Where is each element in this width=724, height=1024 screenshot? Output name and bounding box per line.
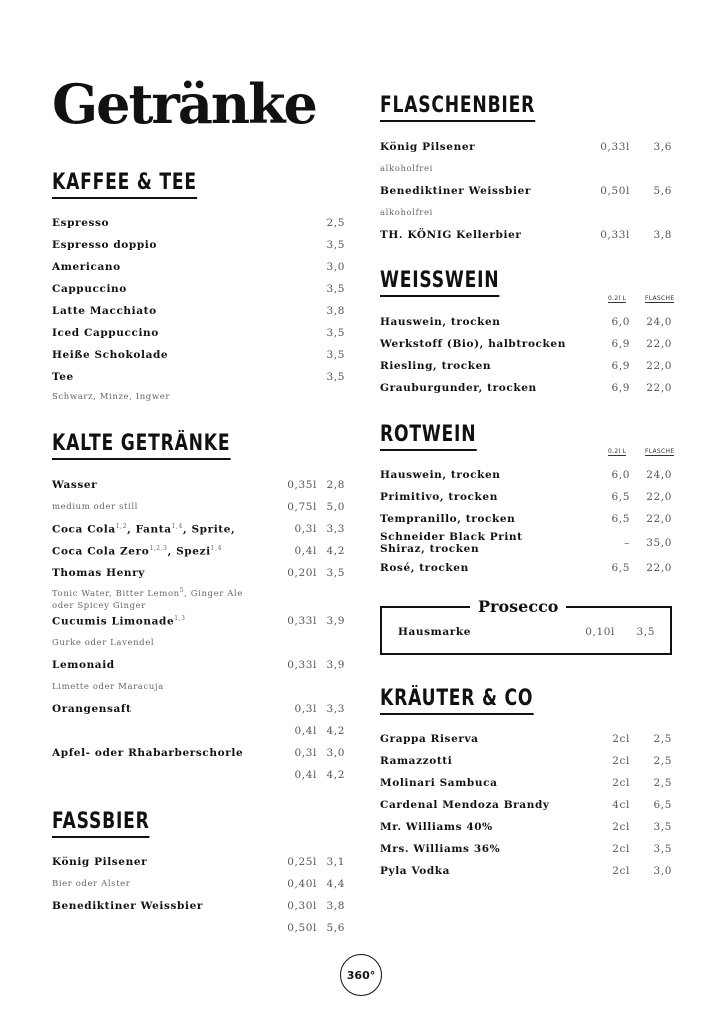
item-volume: 0,35l (287, 479, 317, 491)
item-glass-price: 6,5 (611, 513, 630, 525)
section-heading-fass: FASSBIER (52, 809, 150, 838)
item-price: 3,5 (326, 283, 345, 295)
item-name: Latte Macchiato (52, 305, 157, 317)
item-price: 3,5 (326, 567, 345, 579)
item-name: Tee (52, 371, 74, 383)
item-bottle-price: 22,0 (646, 513, 672, 525)
item-volume: 0,33l (287, 615, 317, 627)
column-header-glass: 0,2l L (608, 448, 627, 455)
item-bottle-price: 22,0 (646, 382, 672, 394)
item-name: Wasser (52, 479, 98, 491)
item-volume: 0,33l (600, 229, 630, 241)
column-header-glass: 0,2l L (608, 295, 627, 302)
item-volume: 0,10l (585, 626, 615, 638)
item-price: 3,8 (326, 305, 345, 317)
section-heading-kraeuter: KRÄUTER & CO (380, 686, 533, 715)
item-name: Coca Cola Zero$^{1,2,3}$, Spezi$^{1,4}$ (52, 545, 223, 558)
item-name: Espresso (52, 217, 110, 229)
item-price: 3,9 (326, 659, 345, 671)
item-price: 5,0 (326, 501, 345, 513)
item-volume: 0,40l (287, 878, 317, 890)
section-heading-weiss: WEISSWEIN (380, 268, 499, 297)
item-name: Mrs. Williams 36% (380, 843, 501, 855)
item-volume: 0,4l (294, 725, 317, 737)
item-volume: 0,3l (294, 703, 317, 715)
item-name: Lemonaid (52, 659, 115, 671)
item-bottle-price: 22,0 (646, 360, 672, 372)
item-price: 2,5 (653, 733, 672, 745)
item-price: 4,2 (326, 545, 345, 557)
item-price: 3,5 (326, 239, 345, 251)
item-price: 3,3 (326, 703, 345, 715)
item-name: Apfel- oder Rhabarberschorle (52, 747, 244, 759)
item-name: Cappuccino (52, 283, 127, 295)
item-glass-price: 6,0 (611, 469, 630, 481)
item-volume: 0,3l (294, 747, 317, 759)
item-name: Cucumis Limonade$^{1,3}$ (52, 615, 186, 628)
item-bottle-price: 35,0 (646, 537, 672, 549)
item-price: 2,5 (653, 777, 672, 789)
item-name: Hausmarke (398, 626, 472, 638)
item-price: 3,1 (326, 856, 345, 868)
item-price: 3,5 (653, 843, 672, 855)
item-price: 3,5 (326, 327, 345, 339)
item-name: Iced Cappuccino (52, 327, 159, 339)
item-name: Schneider Black Print Shiraz, trocken (380, 531, 523, 555)
item-price: 3,8 (326, 900, 345, 912)
item-note: medium oder still (52, 502, 138, 512)
item-price: 3,5 (326, 349, 345, 361)
item-name: Heiße Schokolade (52, 349, 169, 361)
tee-note: Schwarz, Minze, Ingwer (52, 392, 170, 402)
item-name: Cardenal Mendoza Brandy (380, 799, 550, 811)
item-glass-price: 6,9 (611, 338, 630, 350)
item-glass-price: 6,5 (611, 491, 630, 503)
item-price: 5,6 (326, 922, 345, 934)
item-name: Mr. Williams 40% (380, 821, 493, 833)
item-volume: 0,20l (287, 567, 317, 579)
section-heading-flaschen: FLASCHENBIER (380, 93, 535, 122)
item-name: Thomas Henry (52, 567, 145, 579)
item-note: Gurke oder Lavendel (52, 638, 155, 648)
item-volume: 0,25l (287, 856, 317, 868)
item-name: Werkstoff (Bio), halbtrocken (380, 338, 566, 350)
item-name: Grappa Riserva (380, 733, 479, 745)
section-heading-kalt: KALTE GETRÄNKE (52, 431, 230, 460)
item-name: TH. KÖNIG Kellerbier (380, 229, 522, 241)
item-price: 3,9 (326, 615, 345, 627)
item-volume: 2cl (612, 777, 630, 789)
item-name: Benediktiner Weissbier (52, 900, 203, 912)
item-price: 3,3 (326, 523, 345, 535)
item-volume: 0,3l (294, 523, 317, 535)
item-price: 4,4 (326, 878, 345, 890)
item-volume: 2cl (612, 865, 630, 877)
item-name: Pyla Vodka (380, 865, 451, 877)
item-glass-price: 6,9 (611, 360, 630, 372)
item-glass-price: 6,0 (611, 316, 630, 328)
item-name: Grauburgunder, trocken (380, 382, 537, 394)
item-volume: 0,75l (287, 501, 317, 513)
item-price: 4,2 (326, 725, 345, 737)
item-price: 3,8 (653, 229, 672, 241)
item-volume: 4cl (612, 799, 630, 811)
item-name: Primitivo, trocken (380, 491, 498, 503)
item-name: Espresso doppio (52, 239, 157, 251)
item-name: König Pilsener (52, 856, 148, 868)
item-glass-price: 6,5 (611, 562, 630, 574)
item-note: Tonic Water, Bitter Lemon$^5$, Ginger Ale oder Spicey Ginger (52, 587, 243, 611)
item-volume: 2cl (612, 733, 630, 745)
item-price: 3,0 (326, 261, 345, 273)
item-bottle-price: 24,0 (646, 316, 672, 328)
item-volume: 2cl (612, 821, 630, 833)
item-volume: 0,30l (287, 900, 317, 912)
column-header-bottle: FLASCHE (645, 448, 675, 455)
item-name: Hauswein, trocken (380, 469, 501, 481)
item-name: Rosé, trocken (380, 562, 469, 574)
item-note: Limette oder Maracuja (52, 682, 164, 692)
column-header-bottle: FLASCHE (645, 295, 675, 302)
item-name: Coca Cola$^{1,2}$, Fanta$^{1,4}$, Sprite, (52, 523, 236, 536)
item-name: Molinari Sambuca (380, 777, 498, 789)
item-volume: 0,50l (287, 922, 317, 934)
item-glass-price: – (624, 537, 630, 549)
item-name: Americano (52, 261, 121, 273)
item-bottle-price: 22,0 (646, 491, 672, 503)
item-bottle-price: 22,0 (646, 562, 672, 574)
item-bottle-price: 24,0 (646, 469, 672, 481)
item-name: Benediktiner Weissbier (380, 185, 531, 197)
section-heading-kaffee: KAFFEE & TEE (52, 170, 197, 199)
item-note: alkoholfrei (380, 208, 433, 218)
item-volume: 0,33l (287, 659, 317, 671)
section-heading-rot: ROTWEIN (380, 422, 476, 451)
item-price: 3,0 (653, 865, 672, 877)
item-volume: 2cl (612, 843, 630, 855)
item-name: Hauswein, trocken (380, 316, 501, 328)
item-price: 4,2 (326, 769, 345, 781)
brand-logo: 360° (340, 954, 382, 996)
item-name: Ramazzotti (380, 755, 453, 767)
item-note: Bier oder Alster (52, 879, 131, 889)
item-price: 3,6 (653, 141, 672, 153)
item-name: Orangensaft (52, 703, 132, 715)
item-price: 3,5 (326, 371, 345, 383)
item-name: König Pilsener (380, 141, 476, 153)
item-price: 2,5 (326, 217, 345, 229)
item-glass-price: 6,9 (611, 382, 630, 394)
item-volume: 0,4l (294, 545, 317, 557)
page-title: Getränke (52, 72, 316, 136)
item-price: 6,5 (653, 799, 672, 811)
item-name: Tempranillo, trocken (380, 513, 516, 525)
item-price: 3,5 (653, 821, 672, 833)
item-bottle-price: 22,0 (646, 338, 672, 350)
item-volume: 0,4l (294, 769, 317, 781)
item-volume: 0,50l (600, 185, 630, 197)
item-price: 2,5 (653, 755, 672, 767)
item-volume: 2cl (612, 755, 630, 767)
item-note: alkoholfrei (380, 164, 433, 174)
prosecco-title: Prosecco (470, 597, 566, 616)
item-volume: 0,33l (600, 141, 630, 153)
item-price: 5,6 (653, 185, 672, 197)
item-price: 3,5 (636, 626, 655, 638)
item-price: 3,0 (326, 747, 345, 759)
item-name: Riesling, trocken (380, 360, 492, 372)
item-price: 2,8 (326, 479, 345, 491)
